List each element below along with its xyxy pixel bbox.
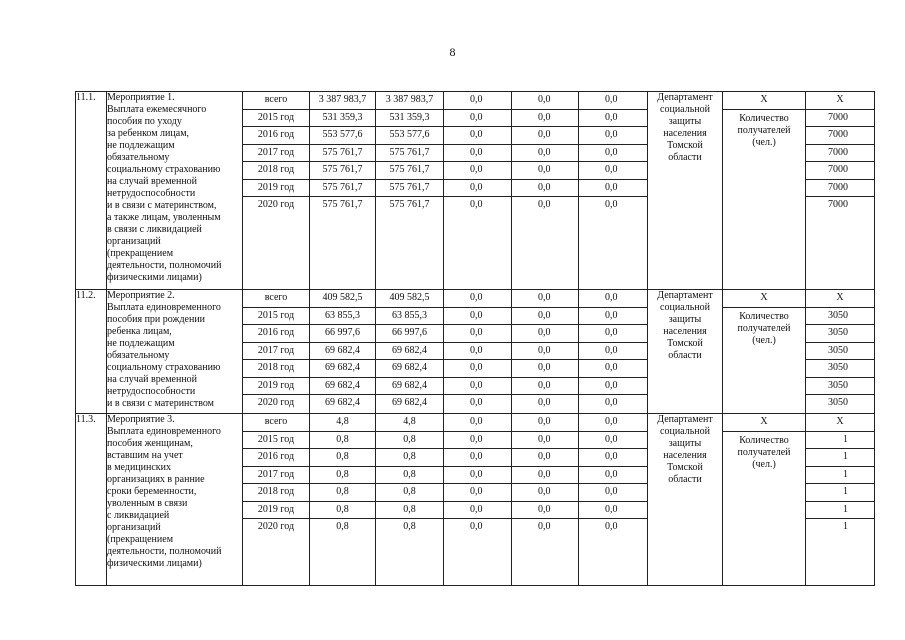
total-value: 0,8 xyxy=(336,521,349,532)
column-a-value: 0,0 xyxy=(444,343,511,361)
department-cell xyxy=(648,92,723,290)
column-c-value: 0,0 xyxy=(579,378,647,396)
column-c-value: 0,0 xyxy=(605,521,618,532)
year-label: всего xyxy=(243,414,309,432)
department-line: Департамент xyxy=(657,92,713,103)
year-cell xyxy=(243,414,310,586)
measure-name-line: Мероприятие 3. xyxy=(107,414,175,425)
year-label: 2015 год xyxy=(243,432,309,450)
indicator-value: X xyxy=(806,92,874,110)
measure-name-line: социальному страхованию xyxy=(107,164,221,175)
indicator-cell xyxy=(723,414,806,586)
total-value: 0,8 xyxy=(310,432,375,450)
measure-name-line: в медицинских xyxy=(107,462,171,473)
budget-value: 531 359,3 xyxy=(376,110,443,128)
indicator-x: X xyxy=(723,290,805,308)
budget-value: 553 577,6 xyxy=(376,127,443,145)
indicator-value: 1 xyxy=(806,484,874,502)
total-value: 575 761,7 xyxy=(310,162,375,180)
budget-value: 575 761,7 xyxy=(389,199,430,210)
indicator-line: (чел.) xyxy=(752,458,776,470)
year-cell xyxy=(243,92,310,290)
budget-value: 0,8 xyxy=(376,467,443,485)
column-a-value: 0,0 xyxy=(444,484,511,502)
column-b-value: 0,0 xyxy=(512,502,578,520)
measure-name-line: пособия при рождении xyxy=(107,314,206,325)
indicator-value: X xyxy=(806,290,874,308)
department-line: населения xyxy=(663,450,707,461)
column-c-value: 0,0 xyxy=(579,110,647,128)
measure-name-line: на случай временной xyxy=(107,176,198,187)
measure-name-line: обязательному xyxy=(107,350,170,361)
indicator-value: 3050 xyxy=(806,343,874,361)
measure-name-line: за ребенком лицам, xyxy=(107,128,190,139)
measure-name-line: физическими лицами) xyxy=(107,558,202,569)
total-value: 69 682,4 xyxy=(310,343,375,361)
column-a-value: 0,0 xyxy=(444,180,511,198)
measure-name-line: сроки беременности, xyxy=(107,486,197,497)
indicator-value: 1 xyxy=(843,521,848,532)
column-c-value: 0,0 xyxy=(605,199,618,210)
column-c-value: 0,0 xyxy=(579,343,647,361)
column-b-value: 0,0 xyxy=(538,199,551,210)
column-b-value: 0,0 xyxy=(512,414,578,432)
budget-value: 63 855,3 xyxy=(376,308,443,326)
department-line: Томской xyxy=(667,338,703,349)
department-line: Департамент xyxy=(657,414,713,425)
indicator-cell xyxy=(723,92,806,290)
department-cell xyxy=(648,290,723,414)
measure-name-line: ребенка лицам, xyxy=(107,326,172,337)
column-c-value: 0,0 xyxy=(579,180,647,198)
indicator-values-cell xyxy=(806,414,875,586)
indicator-line: (чел.) xyxy=(752,136,776,148)
measure-name-line: пособия женщинам, xyxy=(107,438,193,449)
table-row xyxy=(76,92,875,290)
column-c-cell xyxy=(579,92,648,290)
total-cell xyxy=(310,92,376,290)
column-b-value: 0,0 xyxy=(512,360,578,378)
total-value: 409 582,5 xyxy=(310,290,375,308)
column-c-value: 0,0 xyxy=(579,467,647,485)
column-c-value: 0,0 xyxy=(579,360,647,378)
column-a-value: 0,0 xyxy=(444,127,511,145)
department-line: защиты xyxy=(668,116,702,127)
column-a-cell xyxy=(444,92,512,290)
indicator-values-cell xyxy=(806,92,875,290)
total-value: 69 682,4 xyxy=(310,360,375,378)
column-c-value: 0,0 xyxy=(579,414,647,432)
budget-value: 69 682,4 xyxy=(376,343,443,361)
budget-value: 409 582,5 xyxy=(376,290,443,308)
budget-value: 575 761,7 xyxy=(376,162,443,180)
year-label: 2016 год xyxy=(243,325,309,343)
indicator-line: получателей xyxy=(737,446,791,458)
column-c-value: 0,0 xyxy=(579,502,647,520)
total-value: 63 855,3 xyxy=(310,308,375,326)
measure-name-line: Выплата единовременного xyxy=(107,426,221,437)
column-c-value: 0,0 xyxy=(579,484,647,502)
measure-name-line: с ликвидацией xyxy=(107,510,170,521)
year-label: 2016 год xyxy=(243,449,309,467)
column-a-value: 0,0 xyxy=(470,199,483,210)
column-c-cell xyxy=(579,414,648,586)
total-value: 69 682,4 xyxy=(325,397,360,408)
indicator-value: 1 xyxy=(806,467,874,485)
column-b-cell xyxy=(512,414,579,586)
total-value: 0,8 xyxy=(310,484,375,502)
budget-value: 0,8 xyxy=(376,502,443,520)
column-c-value: 0,0 xyxy=(579,449,647,467)
total-value: 0,8 xyxy=(310,502,375,520)
column-b-value: 0,0 xyxy=(512,467,578,485)
measure-name-line: пособия по уходу xyxy=(107,116,182,127)
budget-value: 0,8 xyxy=(403,521,416,532)
indicator-value: 3050 xyxy=(806,378,874,396)
column-a-value: 0,0 xyxy=(444,290,511,308)
year-cell xyxy=(243,290,310,414)
indicator-cell xyxy=(723,290,806,414)
department-line: Департамент xyxy=(657,290,713,301)
total-value: 4,8 xyxy=(310,414,375,432)
column-a-value: 0,0 xyxy=(444,449,511,467)
measure-name-line: организаций xyxy=(107,522,161,533)
column-a-value: 0,0 xyxy=(470,397,483,408)
indicator-x: X xyxy=(723,92,805,110)
department-line: социальной xyxy=(660,302,710,313)
budget-value: 0,8 xyxy=(376,484,443,502)
row-number: 11.2. xyxy=(76,290,107,414)
indicator-line: (чел.) xyxy=(752,334,776,346)
total-value: 575 761,7 xyxy=(310,180,375,198)
year-label: всего xyxy=(243,290,309,308)
column-b-value: 0,0 xyxy=(512,484,578,502)
budget-value: 69 682,4 xyxy=(376,378,443,396)
year-label: 2015 год xyxy=(243,110,309,128)
total-value: 575 761,7 xyxy=(322,199,363,210)
department-line: области xyxy=(668,350,702,361)
column-b-value: 0,0 xyxy=(512,290,578,308)
department-line: населения xyxy=(663,128,707,139)
column-a-value: 0,0 xyxy=(444,502,511,520)
column-b-value: 0,0 xyxy=(512,343,578,361)
measure-name xyxy=(107,290,243,414)
column-c-value: 0,0 xyxy=(579,290,647,308)
measure-name-line: физическими лицами) xyxy=(107,272,202,283)
budget-value: 0,8 xyxy=(376,449,443,467)
column-c-value: 0,0 xyxy=(605,397,618,408)
measure-name xyxy=(107,92,243,290)
indicator-value: 1 xyxy=(806,432,874,450)
column-c-value: 0,0 xyxy=(579,432,647,450)
measure-name-line: и в связи с материнством, xyxy=(107,200,217,211)
column-c-value: 0,0 xyxy=(579,145,647,163)
indicator-value: 7000 xyxy=(828,199,848,210)
column-a-cell xyxy=(444,414,512,586)
department-line: защиты xyxy=(668,438,702,449)
department-line: населения xyxy=(663,326,707,337)
budget-value: 69 682,4 xyxy=(392,397,427,408)
column-c-value: 0,0 xyxy=(579,92,647,110)
column-b-value: 0,0 xyxy=(512,127,578,145)
budget-value: 0,8 xyxy=(376,432,443,450)
measure-name-line: деятельности, полномочий xyxy=(107,260,222,271)
table-row xyxy=(76,414,875,586)
indicator-value: 1 xyxy=(806,502,874,520)
budget-value: 575 761,7 xyxy=(376,180,443,198)
department-line: Томской xyxy=(667,140,703,151)
column-a-value: 0,0 xyxy=(444,414,511,432)
measure-name-line: вставшим на учет xyxy=(107,450,183,461)
budget-cell xyxy=(376,92,444,290)
measure-name-line: уволенным в связи xyxy=(107,498,188,509)
column-b-value: 0,0 xyxy=(512,378,578,396)
total-value: 3 387 983,7 xyxy=(310,92,375,110)
budget-value: 4,8 xyxy=(376,414,443,432)
column-b-value: 0,0 xyxy=(512,308,578,326)
column-b-value: 0,0 xyxy=(512,110,578,128)
year-label: 2017 год xyxy=(243,145,309,163)
year-label: 2018 год xyxy=(243,162,309,180)
indicator-value: 7000 xyxy=(806,162,874,180)
measure-name-line: нетрудоспособности xyxy=(107,188,196,199)
column-b-value: 0,0 xyxy=(512,145,578,163)
measure-name-line: не подлежащим xyxy=(107,140,175,151)
measure-name-line: и в связи с материнством xyxy=(107,398,214,409)
indicator-line: получателей xyxy=(737,124,791,136)
year-label: 2017 год xyxy=(243,343,309,361)
measure-name-line: на случай временной xyxy=(107,374,198,385)
indicator-value: 7000 xyxy=(806,180,874,198)
page-number: 8 xyxy=(449,45,456,59)
indicator-value: 7000 xyxy=(806,145,874,163)
indicator-value: 3050 xyxy=(806,360,874,378)
column-c-value: 0,0 xyxy=(579,162,647,180)
measure-name-line: организаций xyxy=(107,236,161,247)
budget-value: 69 682,4 xyxy=(376,360,443,378)
indicator-values-cell xyxy=(806,290,875,414)
measure-name-line: Мероприятие 2. xyxy=(107,290,175,301)
indicator-line: Количество xyxy=(739,434,789,446)
measure-name-line: деятельности, полномочий xyxy=(107,546,222,557)
total-value: 69 682,4 xyxy=(310,378,375,396)
total-value: 531 359,3 xyxy=(310,110,375,128)
budget-value: 575 761,7 xyxy=(376,145,443,163)
year-label: 2019 год xyxy=(243,180,309,198)
column-c-cell xyxy=(579,290,648,414)
indicator-value: 3050 xyxy=(806,308,874,326)
column-b-value: 0,0 xyxy=(512,162,578,180)
year-label: 2020 год xyxy=(257,521,295,532)
measure-name-line: не подлежащим xyxy=(107,338,175,349)
column-a-value: 0,0 xyxy=(444,378,511,396)
total-cell xyxy=(310,290,376,414)
department-line: защиты xyxy=(668,314,702,325)
department-line: Томской xyxy=(667,462,703,473)
year-label: 2020 год xyxy=(257,397,295,408)
column-b-value: 0,0 xyxy=(512,92,578,110)
column-c-value: 0,0 xyxy=(579,325,647,343)
total-value: 553 577,6 xyxy=(310,127,375,145)
column-b-value: 0,0 xyxy=(512,449,578,467)
column-b-value: 0,0 xyxy=(538,397,551,408)
column-a-value: 0,0 xyxy=(470,521,483,532)
year-label: 2017 год xyxy=(243,467,309,485)
column-a-value: 0,0 xyxy=(444,145,511,163)
measures-table xyxy=(75,91,875,586)
indicator-line: Количество xyxy=(739,310,789,322)
total-value: 575 761,7 xyxy=(310,145,375,163)
indicator-value: 7000 xyxy=(806,127,874,145)
total-value: 66 997,6 xyxy=(310,325,375,343)
indicator-value: 7000 xyxy=(806,110,874,128)
column-b-value: 0,0 xyxy=(538,521,551,532)
measure-name-line: Выплата ежемесячного xyxy=(107,104,207,115)
budget-value: 3 387 983,7 xyxy=(376,92,443,110)
total-cell xyxy=(310,414,376,586)
measure-name-line: нетрудоспособности xyxy=(107,386,196,397)
department-line: области xyxy=(668,474,702,485)
year-label: 2018 год xyxy=(243,360,309,378)
indicator-value: 3050 xyxy=(828,397,848,408)
column-a-value: 0,0 xyxy=(444,308,511,326)
department-line: социальной xyxy=(660,426,710,437)
measure-name-line: Выплата единовременного xyxy=(107,302,221,313)
measure-name-line: организациях в ранние xyxy=(107,474,205,485)
indicator-value: 3050 xyxy=(806,325,874,343)
year-label: 2019 год xyxy=(243,378,309,396)
indicator-line: получателей xyxy=(737,322,791,334)
measure-name-line: Мероприятие 1. xyxy=(107,92,175,103)
column-b-value: 0,0 xyxy=(512,325,578,343)
column-b-value: 0,0 xyxy=(512,180,578,198)
indicator-value: 1 xyxy=(806,449,874,467)
indicator-x: X xyxy=(723,414,805,432)
column-a-value: 0,0 xyxy=(444,360,511,378)
department-line: социальной xyxy=(660,104,710,115)
column-a-value: 0,0 xyxy=(444,467,511,485)
year-label: всего xyxy=(243,92,309,110)
measure-name-line: (прекращением xyxy=(107,248,174,259)
budget-cell xyxy=(376,290,444,414)
column-a-value: 0,0 xyxy=(444,432,511,450)
total-value: 0,8 xyxy=(310,467,375,485)
row-number: 11.1. xyxy=(76,92,107,290)
column-c-value: 0,0 xyxy=(579,308,647,326)
column-b-value: 0,0 xyxy=(512,432,578,450)
column-a-value: 0,0 xyxy=(444,325,511,343)
year-label: 2015 год xyxy=(243,308,309,326)
row-number: 11.3. xyxy=(76,414,107,586)
column-a-value: 0,0 xyxy=(444,92,511,110)
column-a-cell xyxy=(444,290,512,414)
column-b-cell xyxy=(512,290,579,414)
year-label: 2019 год xyxy=(243,502,309,520)
department-line: области xyxy=(668,152,702,163)
measure-name-line: социальному страхованию xyxy=(107,362,221,373)
department-cell xyxy=(648,414,723,586)
measure-name-line: (прекращением xyxy=(107,534,174,545)
measure-name-line: а также лицам, уволенным xyxy=(107,212,221,223)
budget-value: 66 997,6 xyxy=(376,325,443,343)
total-value: 0,8 xyxy=(310,449,375,467)
column-b-cell xyxy=(512,92,579,290)
indicator-value: X xyxy=(806,414,874,432)
year-label: 2018 год xyxy=(243,484,309,502)
budget-cell xyxy=(376,414,444,586)
measure-name-line: в связи с ликвидацией xyxy=(107,224,202,235)
column-a-value: 0,0 xyxy=(444,162,511,180)
indicator-line: Количество xyxy=(739,112,789,124)
table-row xyxy=(76,290,875,414)
year-label: 2016 год xyxy=(243,127,309,145)
year-label: 2020 год xyxy=(257,199,295,210)
column-a-value: 0,0 xyxy=(444,110,511,128)
column-c-value: 0,0 xyxy=(579,127,647,145)
measure-name xyxy=(107,414,243,586)
measure-name-line: обязательному xyxy=(107,152,170,163)
